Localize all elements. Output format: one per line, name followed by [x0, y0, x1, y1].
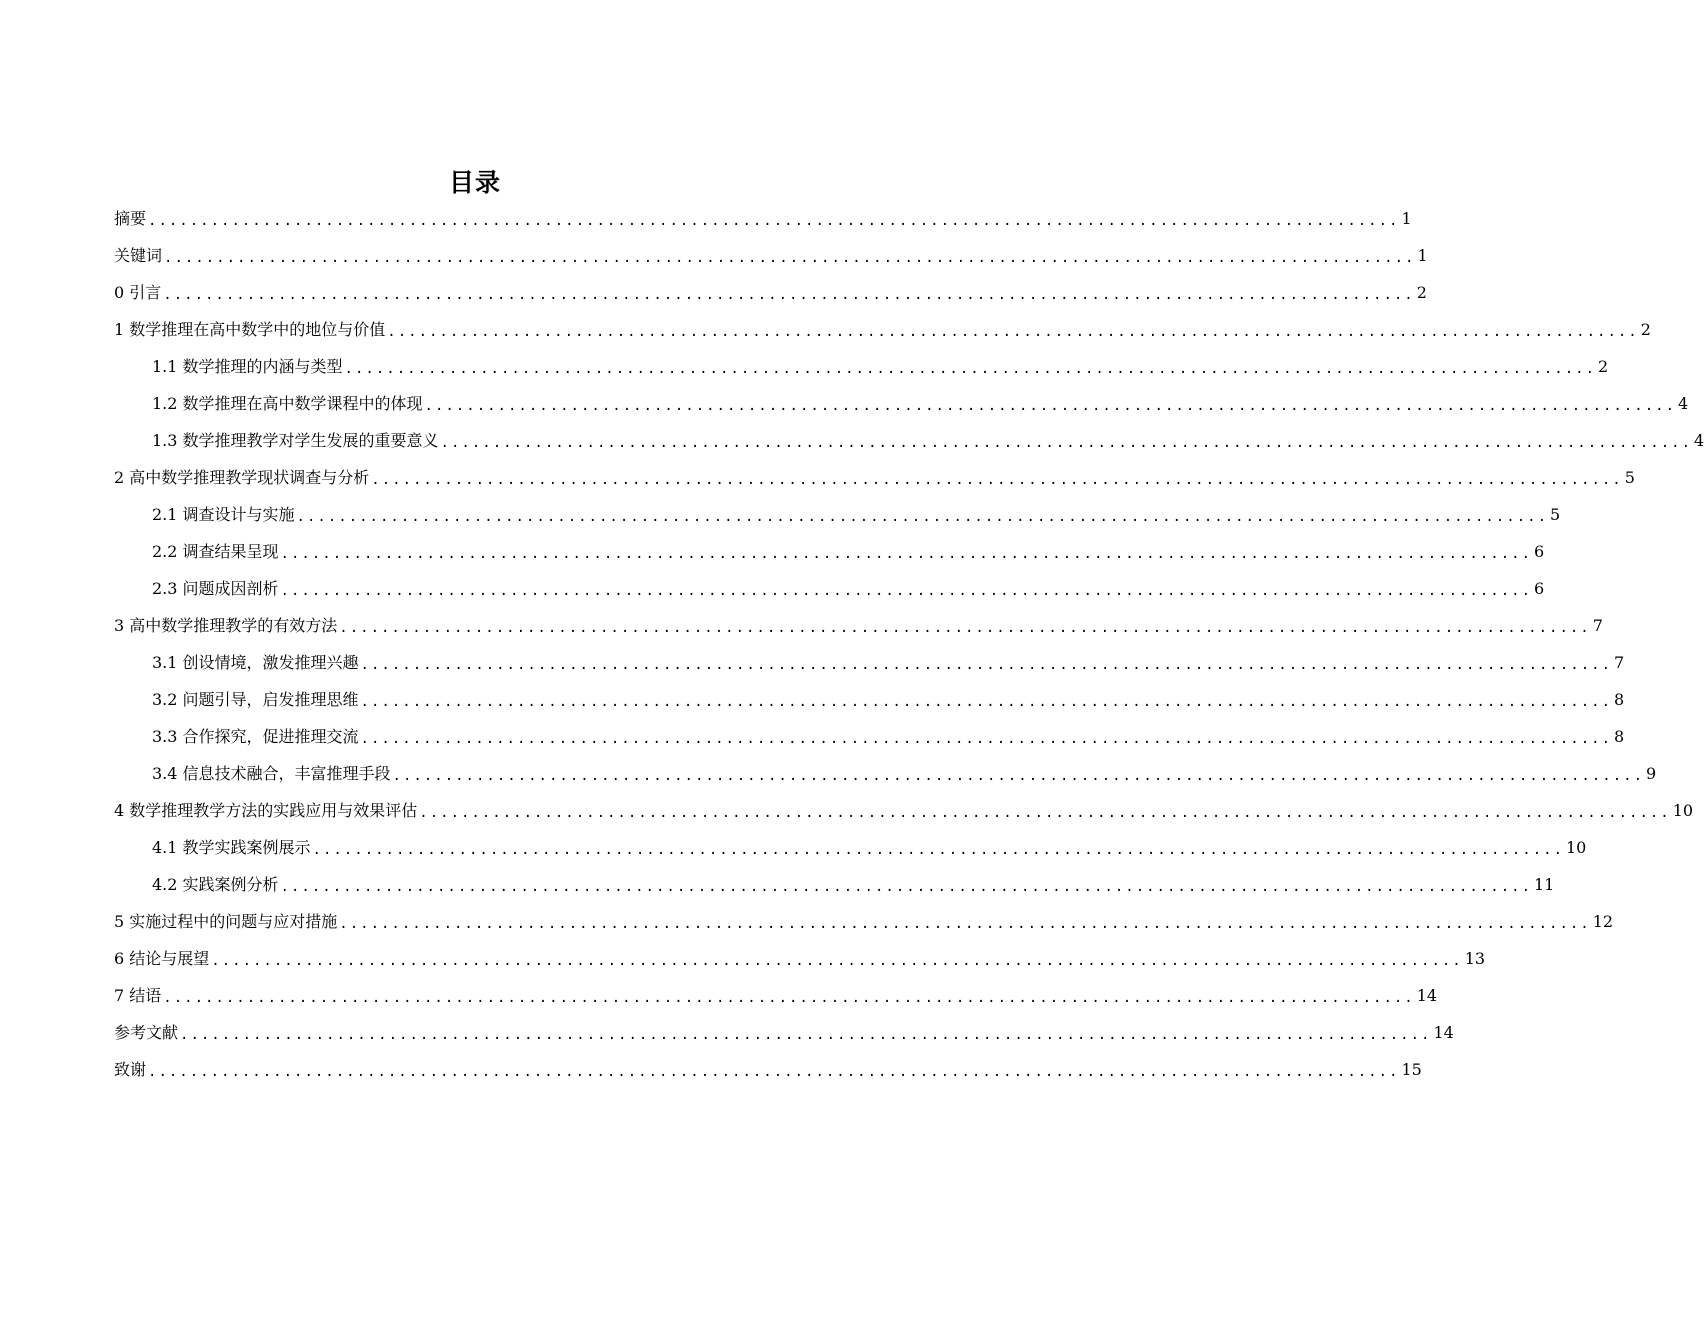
toc-entry[interactable] [114, 200, 1412, 237]
toc-dot-leader: ........................................................................................................................ [440, 434, 1692, 451]
toc-dot-leader: ........................................................................................................................ [280, 545, 1532, 562]
toc-entry[interactable] [114, 311, 1651, 348]
toc-entry-label: 1 数学推理在高中数学中的地位与价值 [114, 319, 386, 339]
toc-entry[interactable] [114, 792, 1694, 829]
toc-dot-leader: ........................................................................................................................ [296, 508, 1548, 525]
toc-entry-label: 致谢 [114, 1059, 147, 1079]
toc-dot-leader: ........................................................................................................................ [360, 656, 1612, 673]
toc-page-number: 7 [1614, 652, 1625, 672]
toc-page-number: 12 [1592, 911, 1614, 931]
toc-page-number: 14 [1433, 1022, 1454, 1042]
toc-entry-label: 1.2 数学推理在高中数学课程中的体现 [152, 393, 423, 413]
toc-dot-leader: ........................................................................................................................ [163, 286, 1415, 303]
toc-dot-leader: ........................................................................................................................ [344, 360, 1596, 377]
toc-dot-leader: ........................................................................................................................ [211, 952, 1463, 969]
toc-page-number: 4 [1678, 393, 1689, 413]
toc-entry-label: 1.3 数学推理教学对学生发展的重要意义 [152, 430, 439, 450]
toc-subentry[interactable] [114, 866, 1555, 903]
toc-page-number: 9 [1646, 763, 1657, 783]
toc-page-number: 8 [1614, 689, 1625, 709]
toc-subentry[interactable] [114, 718, 1625, 755]
toc-dot-leader: ........................................................................................................................ [339, 915, 1591, 932]
toc-entry-label: 3.2 问题引导，启发推理思维 [152, 689, 359, 709]
toc-entry[interactable] [114, 607, 1603, 644]
toc-entry[interactable] [114, 459, 1635, 496]
toc-page-number: 6 [1534, 578, 1545, 598]
toc-entry-label: 关键词 [114, 245, 163, 265]
toc-page-number: 11 [1534, 874, 1555, 894]
toc-dot-leader: ........................................................................................................................ [280, 878, 1532, 895]
toc-page-number: 2 [1640, 319, 1651, 339]
toc-entry-label: 4.2 实践案例分析 [152, 874, 279, 894]
toc-page-number: 1 [1417, 245, 1428, 265]
toc-dot-leader: ........................................................................................................................ [419, 804, 1671, 821]
toc-subentry[interactable] [114, 570, 1545, 607]
toc-subentry[interactable] [114, 644, 1625, 681]
toc-page-number: 6 [1534, 541, 1545, 561]
toc-dot-leader: ........................................................................................................................ [387, 323, 1639, 340]
toc-entry-label: 2.2 调查结果呈现 [152, 541, 279, 561]
toc-dot-leader: ........................................................................................................................ [360, 693, 1612, 710]
toc-dot-leader: ........................................................................................................................ [312, 841, 1564, 858]
toc-page-number: 5 [1624, 467, 1635, 487]
toc-entry[interactable] [114, 1014, 1454, 1051]
toc-entry[interactable] [114, 1051, 1422, 1088]
toc-entry[interactable] [114, 903, 1614, 940]
toc-entry-label: 3.3 合作探究，促进推理交流 [152, 726, 359, 746]
toc-entry-label: 2 高中数学推理教学现状调查与分析 [114, 467, 370, 487]
toc-subentry[interactable] [114, 496, 1561, 533]
toc-page-number: 5 [1550, 504, 1561, 524]
toc-entry-label: 1.1 数学推理的内涵与类型 [152, 356, 343, 376]
toc-page-number: 10 [1672, 800, 1694, 820]
toc-subentry[interactable] [114, 755, 1657, 792]
toc-entry[interactable] [114, 940, 1486, 977]
toc-dot-leader: ........................................................................................................................ [424, 397, 1676, 414]
toc-entry[interactable] [114, 977, 1438, 1014]
toc-entry-label: 2.3 问题成因剖析 [152, 578, 279, 598]
table-of-contents [114, 200, 1704, 1088]
toc-dot-leader: ........................................................................................................................ [180, 1026, 1432, 1043]
toc-subentry[interactable] [114, 422, 1704, 459]
toc-entry-label: 参考文献 [114, 1022, 179, 1042]
toc-entry-label: 3 高中数学推理教学的有效方法 [114, 615, 338, 635]
toc-entry-label: 4.1 教学实践案例展示 [152, 837, 311, 857]
toc-entry-label: 摘要 [114, 208, 147, 228]
toc-page-number: 7 [1592, 615, 1603, 635]
toc-page-number: 15 [1401, 1059, 1422, 1079]
toc-page-number: 1 [1401, 208, 1412, 228]
toc-entry-label: 3.1 创设情境，激发推理兴趣 [152, 652, 359, 672]
toc-page-number: 10 [1566, 837, 1587, 857]
toc-page-number: 14 [1416, 985, 1438, 1005]
toc-dot-leader: ........................................................................................................................ [164, 249, 1416, 266]
toc-page-number: 2 [1598, 356, 1609, 376]
toc-entry-label: 4 数学推理教学方法的实践应用与效果评估 [114, 800, 418, 820]
toc-dot-leader: ........................................................................................................................ [148, 212, 1400, 229]
toc-page-number: 8 [1614, 726, 1625, 746]
toc-subentry[interactable] [114, 533, 1545, 570]
toc-subentry[interactable] [114, 385, 1689, 422]
toc-dot-leader: ........................................................................................................................ [392, 767, 1644, 784]
toc-dot-leader: ........................................................................................................................ [371, 471, 1623, 488]
toc-entry-label: 2.1 调查设计与实施 [152, 504, 295, 524]
toc-dot-leader: ........................................................................................................................ [360, 730, 1612, 747]
toc-dot-leader: ........................................................................................................................ [280, 582, 1532, 599]
toc-entry-label: 6 结论与展望 [114, 948, 210, 968]
toc-subentry[interactable] [114, 829, 1587, 866]
toc-entry-label: 0 引言 [114, 282, 162, 302]
toc-entry[interactable] [114, 274, 1427, 311]
toc-dot-leader: ........................................................................................................................ [339, 619, 1591, 636]
toc-entry-label: 5 实施过程中的问题与应对措施 [114, 911, 338, 931]
toc-dot-leader: ........................................................................................................................ [148, 1063, 1400, 1080]
toc-page-number: 2 [1416, 282, 1427, 302]
page-title: 目录 [448, 167, 501, 197]
toc-entry-label: 7 结语 [114, 985, 162, 1005]
toc-dot-leader: ........................................................................................................................ [163, 989, 1415, 1006]
toc-page-number: 13 [1464, 948, 1486, 968]
toc-entry[interactable] [114, 237, 1428, 274]
toc-page-number: 4 [1694, 430, 1704, 450]
toc-subentry[interactable] [114, 681, 1625, 718]
toc-subentry[interactable] [114, 348, 1609, 385]
toc-entry-label: 3.4 信息技术融合，丰富推理手段 [152, 763, 391, 783]
